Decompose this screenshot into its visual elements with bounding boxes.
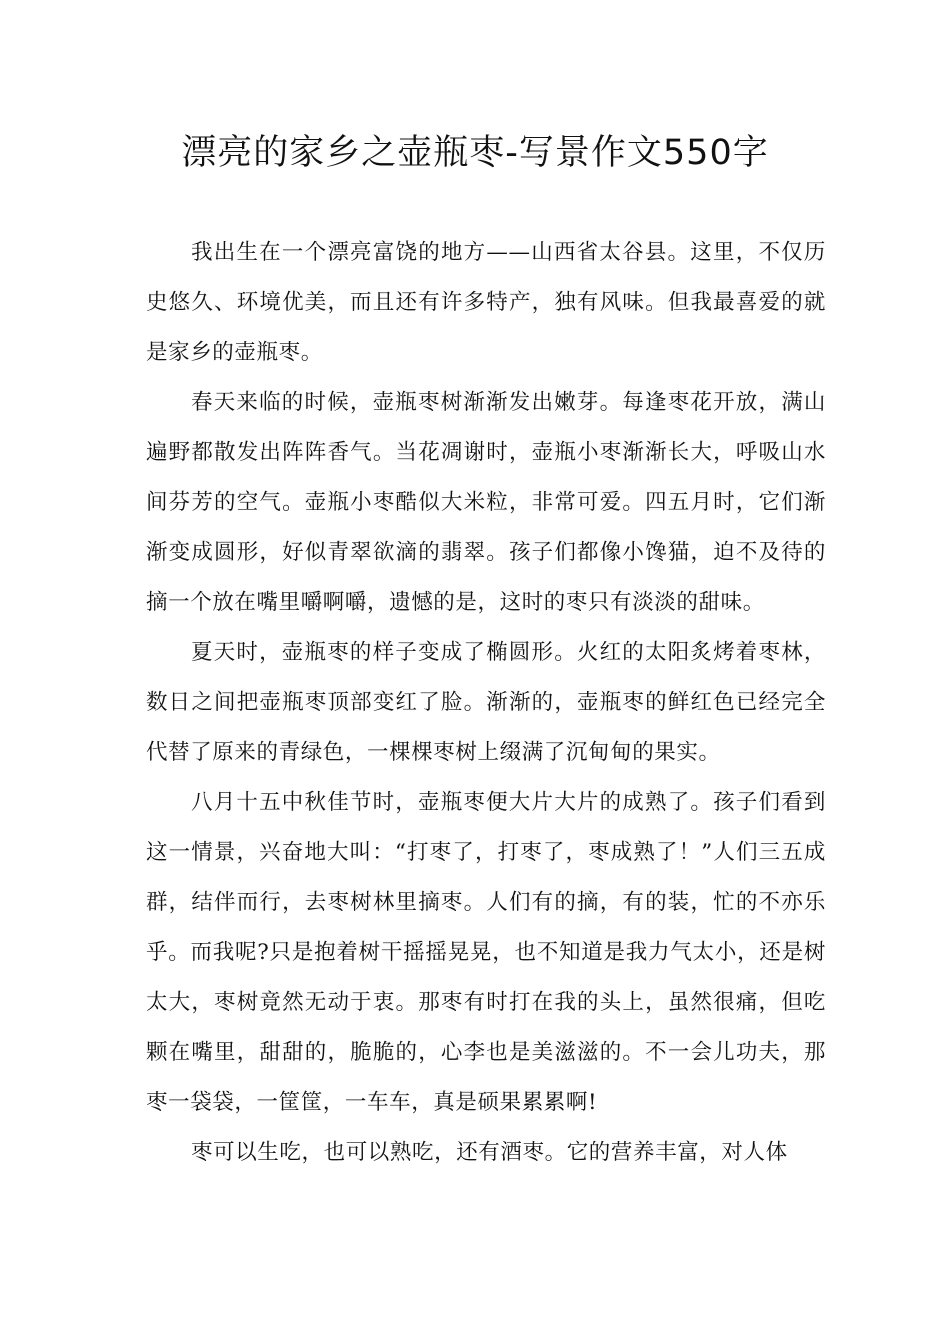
paragraph-3: 夏天时，壶瓶枣的样子变成了椭圆形。火红的太阳炙烤着枣林，数日之间把壶瓶枣顶部变红了脸。渐渐的，壶瓶枣的鲜红色已经完全代替了原来的青绿色，一棵棵枣树上缀满了沉甸甸的果实。 — [146, 640, 826, 765]
paragraph-1: 我出生在一个漂亮富饶的地方——山西省太谷县。这里，不仅历史悠久、环境优美，而且还有许多特产，独有风味。但我最喜爱的就是家乡的壶瓶枣。 — [146, 240, 826, 365]
document-title: 漂亮的家乡之壶瓶枣-写景作文550字 — [181, 133, 769, 173]
document-body — [146, 228, 826, 1178]
paragraph-5: 枣可以生吃，也可以熟吃，还有酒枣。它的营养丰富，对人体 — [191, 1140, 788, 1165]
paragraph-2: 春天来临的时候，壶瓶枣树渐渐发出嫩芽。每逢枣花开放，满山遍野都散发出阵阵香气。当花凋谢时，壶瓶小枣渐渐长大，呼吸山水间芬芳的空气。壶瓶小枣酷似大米粒，非常可爱。四五月时，它们渐渐变成圆形，好似青翠欲滴的翡翠。孩子们都像小馋猫，迫不及待的摘一个放在嘴里嚼啊嚼，遗憾的是，这时的枣只有淡淡的甜味。 — [146, 390, 826, 615]
paragraph-4: 八月十五中秋佳节时，壶瓶枣便大片大片的成熟了。孩子们看到这一情景，兴奋地大叫：“打枣了，打枣了，枣成熟了！”人们三五成群，结伴而行，去枣树林里摘枣。人们有的摘，有的装，忙的不亦乐乎。而我呢?只是抱着树干摇摇晃晃，也不知道是我力气太小，还是树太大，枣树竟然无动于衷。那枣有时打在我的头上，虽然很痛，但吃颗在嘴里，甜甜的，脆脆的，心李也是美滋滋的。不一会儿功夫，那枣一袋袋，一筐筐，一车车，真是硕果累累啊! — [146, 790, 826, 1115]
